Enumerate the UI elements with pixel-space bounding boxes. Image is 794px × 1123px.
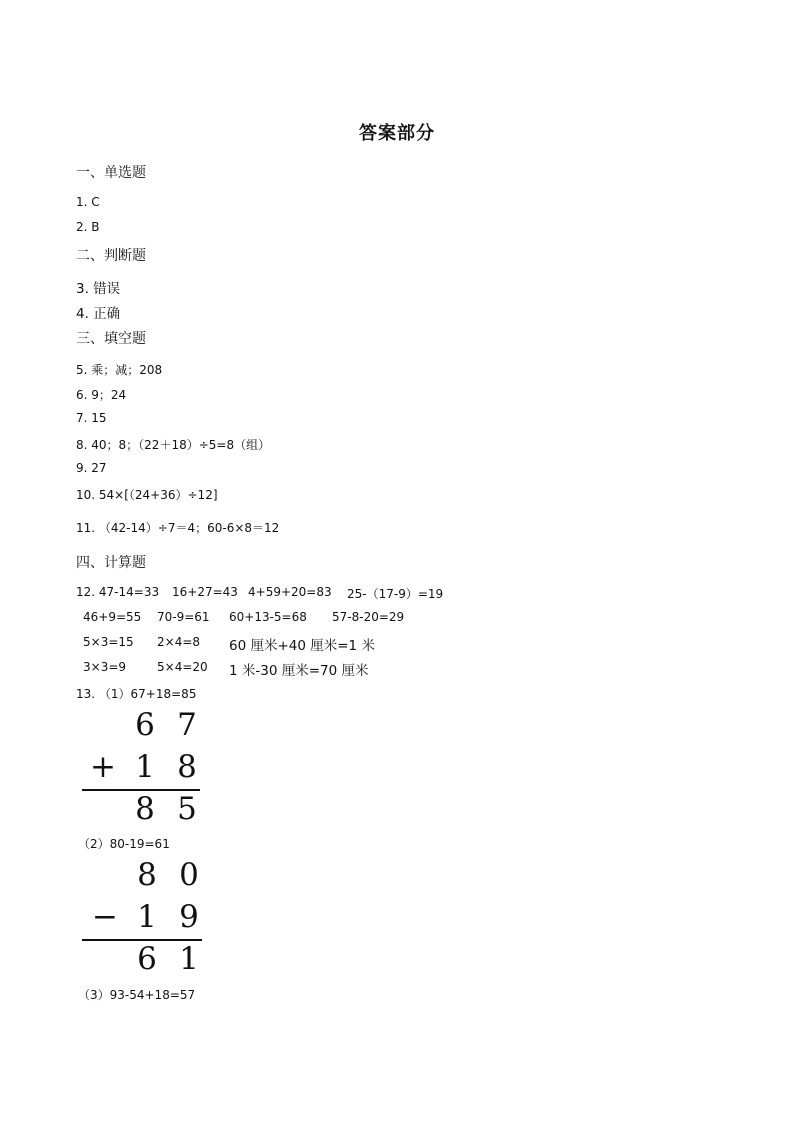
v1-mid-ones: 8 (177, 749, 197, 785)
q12-row2-col1: 46+9=55 (83, 610, 142, 624)
v1-res-ones: 5 (177, 791, 197, 827)
page-title: 答案部分 (359, 123, 435, 144)
section-true-false: 二、判断题 (76, 248, 146, 264)
v1-res-tens: 8 (135, 791, 155, 827)
q12-row2-col3: 60+13-5=68 (229, 610, 307, 624)
q12-row3-col3: 60 厘米+40 厘米=1 米 (229, 638, 375, 654)
answer-9: 9. 27 (76, 461, 107, 475)
answer-6: 6. 9；24 (76, 388, 127, 402)
q12-row4-col3: 1 米-30 厘米=70 厘米 (229, 663, 369, 679)
q12-row4-col1: 3×3=9 (83, 660, 127, 674)
q12-row1-col1: 12. 47-14=33 (76, 585, 160, 599)
q12-row3-col2: 2×4=8 (157, 635, 201, 649)
v2-mid-ones: 9 (179, 899, 199, 935)
answer-1: 1. C (76, 195, 100, 209)
answer-4: 4. 正确 (76, 306, 121, 322)
answer-2: 2. B (76, 220, 100, 234)
v2-top-ones: 0 (179, 857, 199, 893)
v1-top-tens: 6 (135, 707, 155, 743)
q13-part3-label: （3）93-54+18=57 (78, 988, 196, 1002)
q12-row2-col4: 57-8-20=29 (332, 610, 405, 624)
q13-part1-label: 13. （1）67+18=85 (76, 687, 197, 701)
vertical-addition (82, 708, 204, 830)
section-single-choice: 一、单选题 (76, 165, 146, 181)
answer-7: 7. 15 (76, 411, 107, 425)
q12-row2-col2: 70-9=61 (157, 610, 210, 624)
section-fill-blank: 三、填空题 (76, 331, 146, 347)
q12-row1-col4: 25-（17-9）=19 (347, 587, 444, 601)
answer-11: 11. （42-14）÷7＝4；60-6×8＝12 (76, 521, 280, 535)
answer-5: 5. 乘；减；208 (76, 363, 163, 377)
v1-mid-tens: 1 (135, 749, 155, 785)
q12-row4-col2: 5×4=20 (157, 660, 208, 674)
q13-part2-label: （2）80-19=61 (78, 837, 170, 851)
q12-row1-col3: 4+59+20=83 (248, 585, 332, 599)
v2-res-ones: 1 (179, 941, 199, 977)
v1-top-ones: 7 (177, 707, 197, 743)
v2-res-tens: 6 (137, 941, 157, 977)
q12-row1-col2: 16+27=43 (172, 585, 238, 599)
answer-10: 10. 54×[（24+36）÷12] (76, 488, 218, 502)
section-calculation: 四、计算题 (76, 555, 146, 571)
answer-3: 3. 错误 (76, 281, 121, 297)
q12-row3-col1: 5×3=15 (83, 635, 134, 649)
vertical-subtraction (82, 858, 206, 980)
v2-top-tens: 8 (137, 857, 157, 893)
v1-operator: + (90, 749, 116, 785)
answer-8: 8. 40；8；（22＋18）÷5=8（组） (76, 438, 271, 452)
v2-mid-tens: 1 (137, 899, 157, 935)
v2-operator: − (92, 899, 118, 935)
